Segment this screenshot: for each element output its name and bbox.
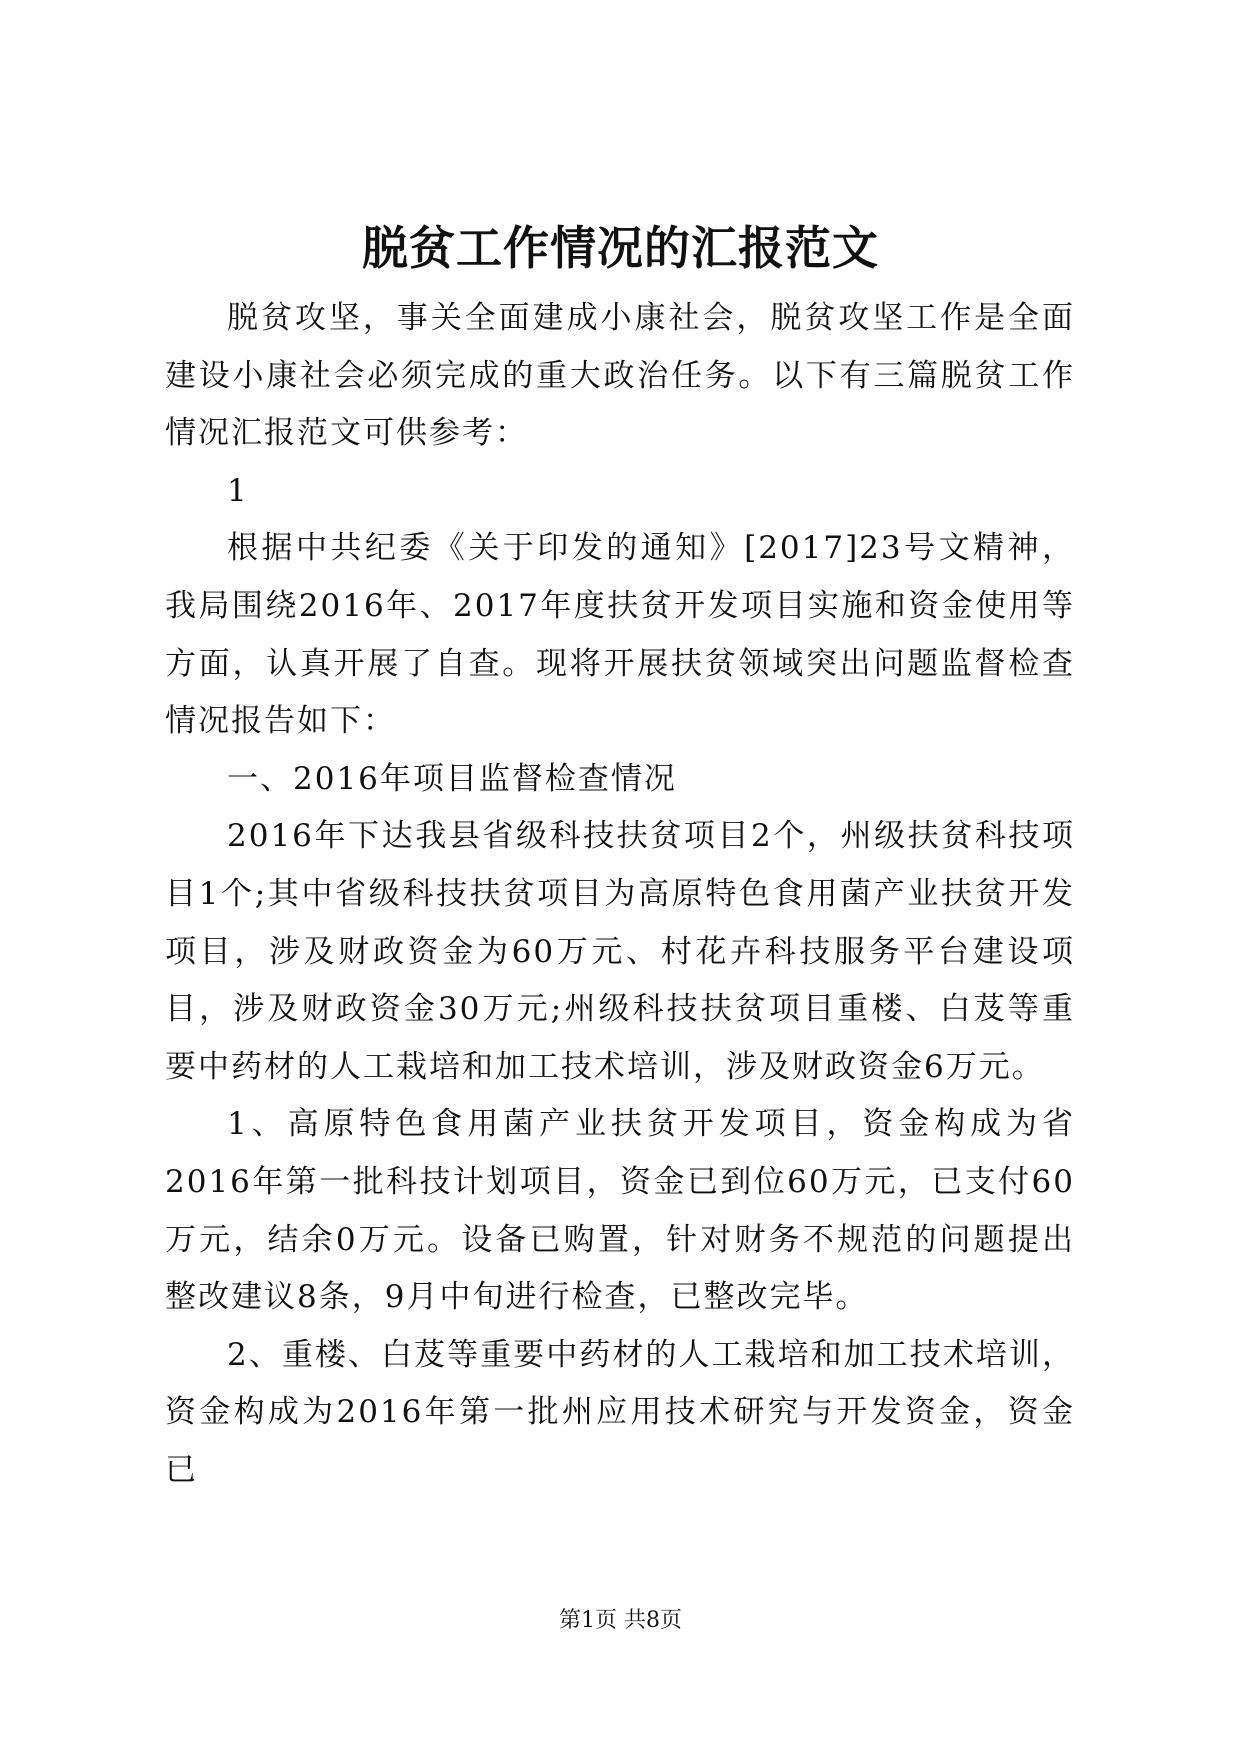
paragraph: 1 [227,472,249,509]
paragraph: 2016年下达我县省级科技扶贫项目2个，州级扶贫科技项目1个;其中省级科技扶贫项目为高原特色食用菌产业扶贫开发项目，涉及财政资金为60万元、村花卉科技服务平台建设项目，涉及财政资金30万元;州级科技扶贫项目重楼、白芨等重要中药材的人工栽培和加工技术培训，涉及财政资金6万元。 [165,818,1075,1085]
page-footer: 第1页 共8页 [559,1608,682,1633]
paragraph: 2、重楼、白芨等重要中药材的人工栽培和加工技术培训，资金构成为2016年第一批州应用技术研究与开发资金，资金已 [165,1336,1075,1488]
paragraph: 1、高原特色食用菌产业扶贫开发项目，资金构成为省2016年第一批科技计划项目，资金已到位60万元，已支付60万元，结余0万元。设备已购置，针对财务不规范的问题提出整改建议8条，9月中旬进行检查，已整改完毕。 [165,1106,1075,1316]
paragraph: 一、2016年项目监督检查情况 [227,760,677,797]
document-body [165,290,1075,1499]
document-title: 脱贫工作情况的汇报范文 [362,221,879,275]
paragraph: 根据中共纪委《关于印发的通知》[2017]23号文精神，我局围绕2016年、2017年度扶贫开发项目实施和资金使用等方面，认真开展了自查。现将开展扶贫领域突出问题监督检查情况报告如下： [165,530,1075,740]
paragraph: 脱贫攻坚，事关全面建成小康社会，脱贫攻坚工作是全面建设小康社会必须完成的重大政治任务。以下有三篇脱贫工作情况汇报范文可供参考： [165,300,1075,452]
